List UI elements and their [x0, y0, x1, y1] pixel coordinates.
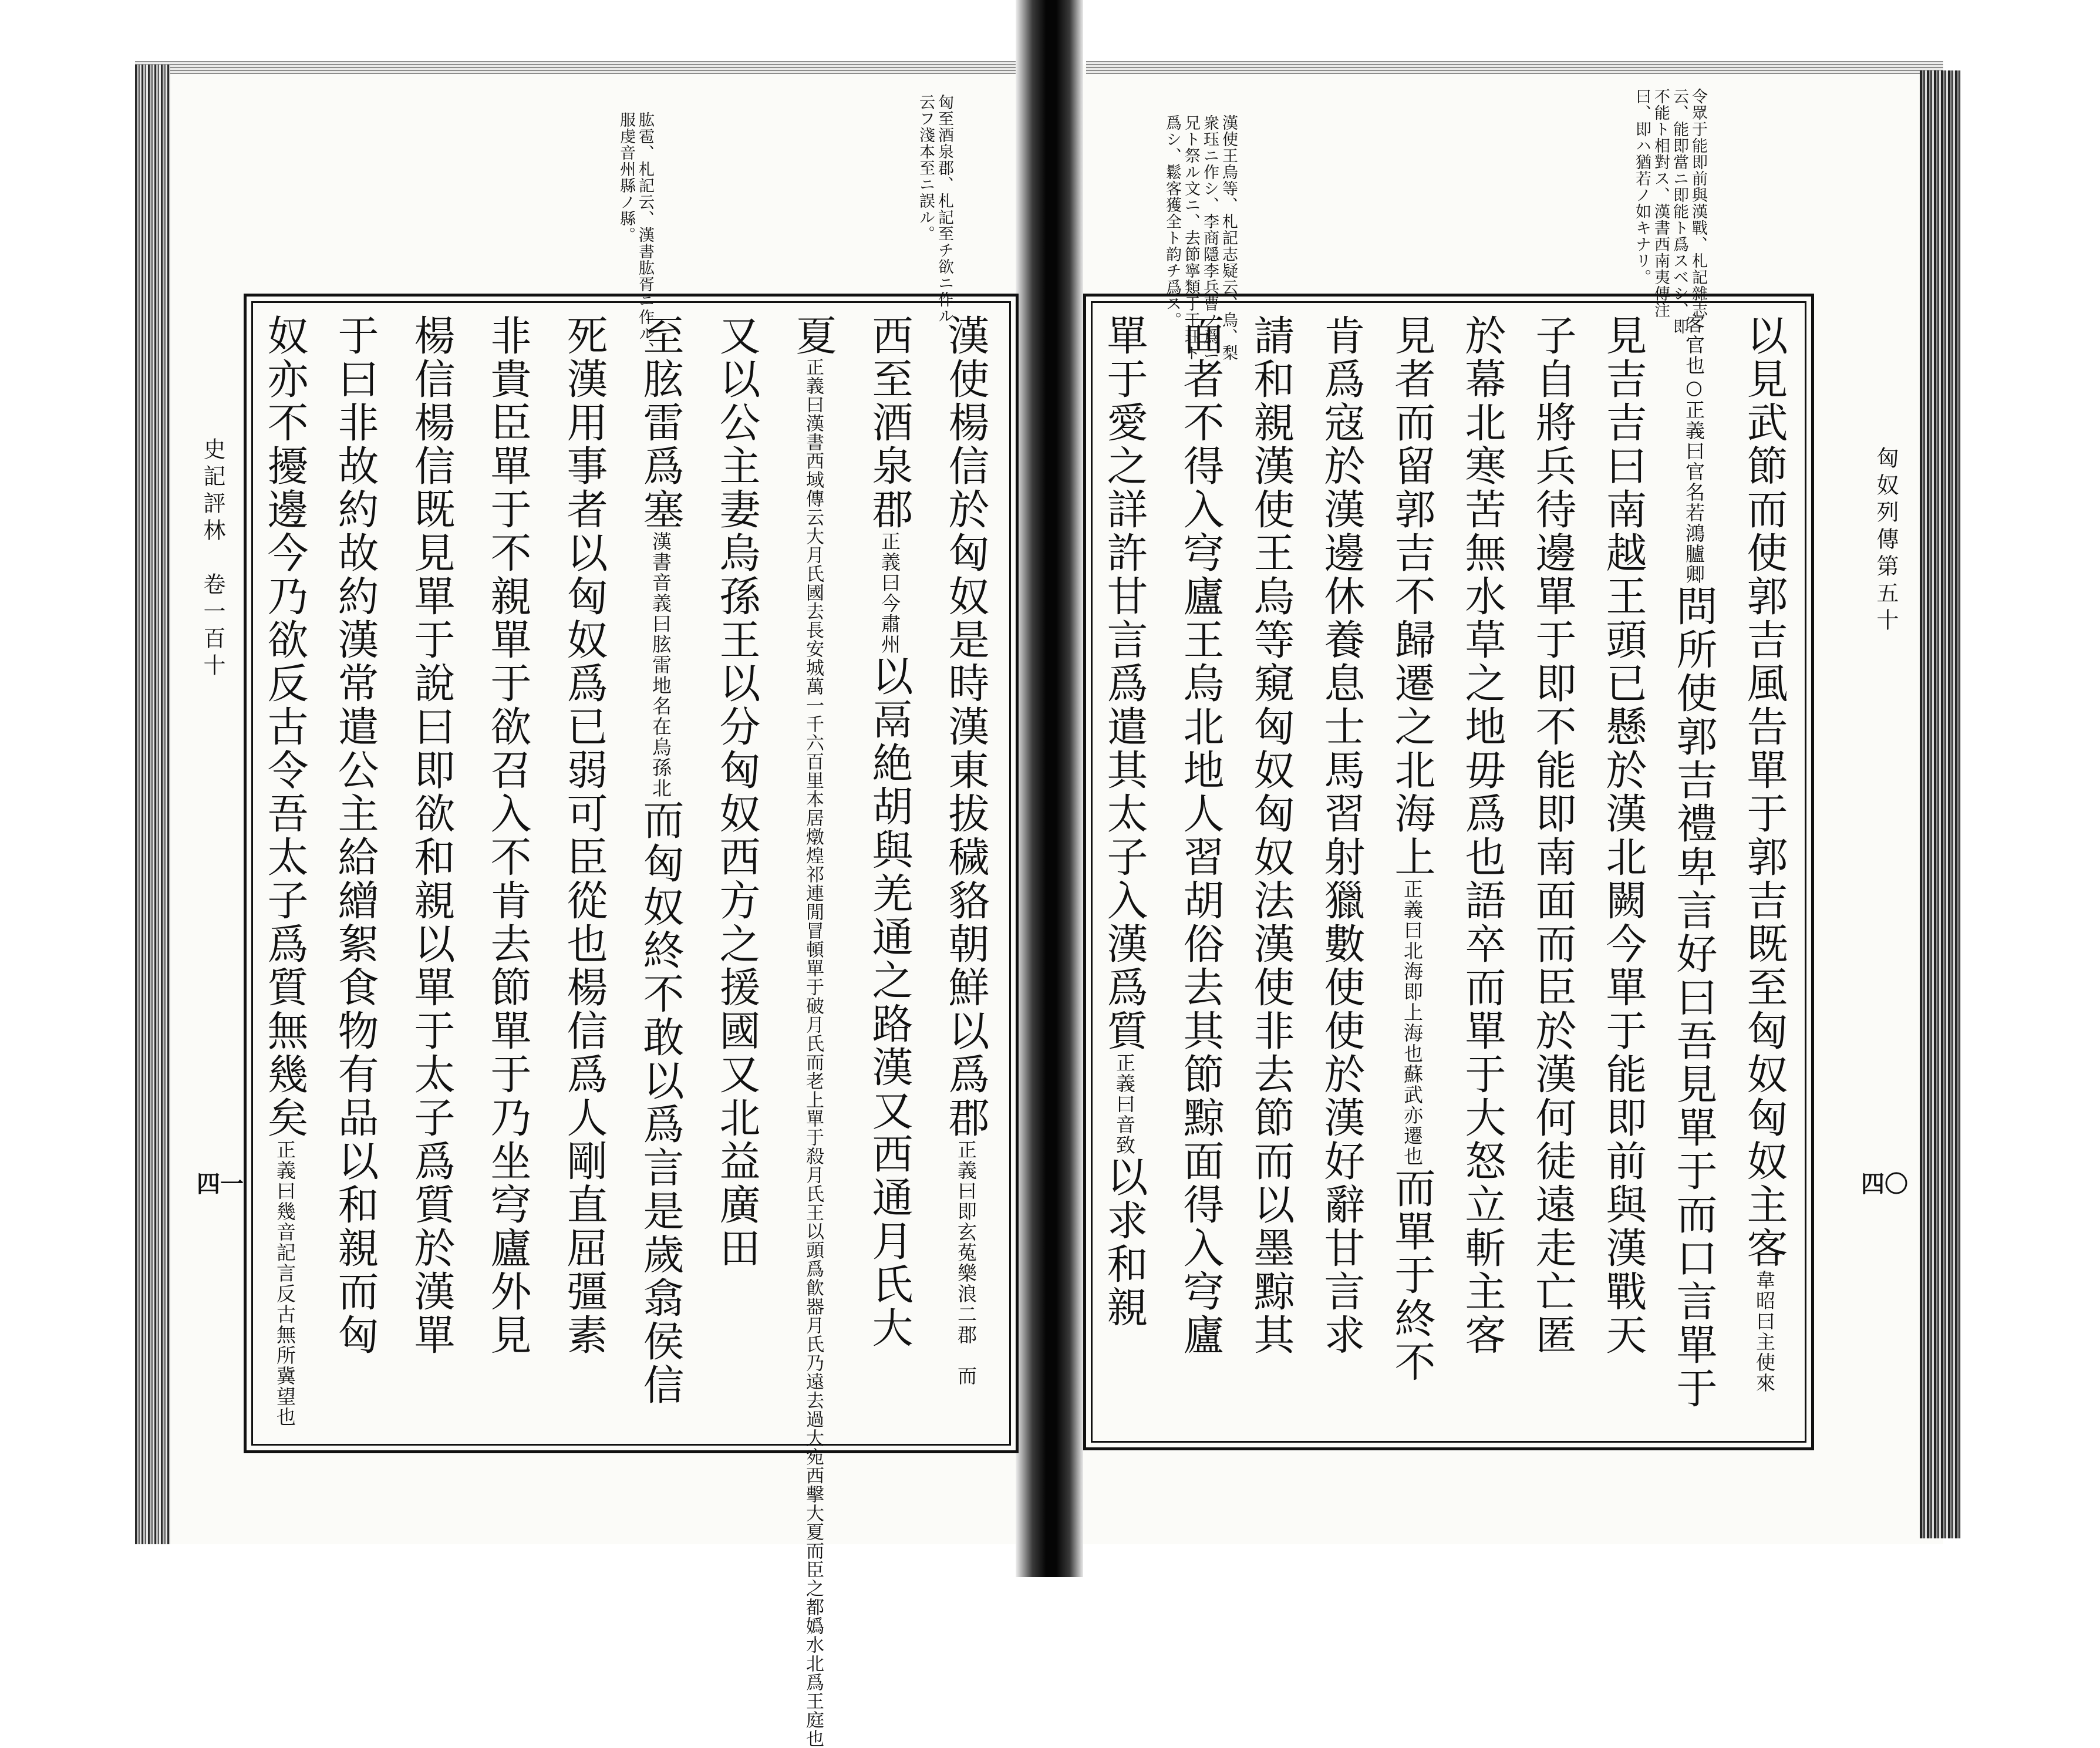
text-column — [865, 314, 914, 1430]
main-text: 子自將兵待邊單于即不能即南面而臣於漢何徒遠走亡匿 — [1529, 314, 1577, 1357]
main-text: 見吉吉曰南越王頭已懸於漢北闕今單于能即前與漢戰天 — [1599, 314, 1647, 1357]
text-column — [331, 314, 379, 1430]
main-text: 面者不得入穹廬王烏北地人習胡俗去其節黥面得入穹廬 — [1177, 314, 1225, 1357]
text-column — [1599, 314, 1647, 1430]
text-column — [1670, 314, 1718, 1430]
text-column — [484, 314, 532, 1430]
text-column — [1740, 314, 1788, 1430]
left-page-number: 四一 — [197, 1170, 244, 1198]
main-text: 請和親漢使王烏等窺匈奴匈奴法漢使非去節而以墨黥其 — [1247, 314, 1295, 1357]
right-running-title: 匈奴列傳第五十 — [1873, 446, 1899, 635]
text-column — [560, 314, 608, 1430]
text-column — [261, 314, 309, 1430]
main-text: 問所使郭吉禮卑言好曰吾見單于而口言單于 — [1670, 585, 1718, 1410]
main-text: 於幕北寒苦無水草之地毋爲也語卒而單于大怒立斬主客 — [1458, 314, 1506, 1357]
main-text: 于曰非故約故約漢常遣公主給繒絮食物有品以和親而匈 — [331, 314, 379, 1357]
main-text: 非貴臣單于不親單于欲召入不肯去節單于乃坐穹廬外見 — [484, 314, 532, 1357]
text-column — [407, 314, 456, 1430]
left-running-title: 史記評林 卷一百十 — [200, 437, 225, 681]
main-text: 奴亦不擾邊今乃欲反古令吾太子爲質無幾矣 — [261, 314, 309, 1140]
main-text: 以見武節而使郭吉風告單于郭吉既至匈奴匈奴主客 — [1740, 314, 1788, 1270]
main-text: 單于愛之詳許甘言爲遣其太子入漢爲質 — [1100, 314, 1148, 1053]
main-text: 見者而留郭吉不歸遷之北海上 — [1388, 314, 1436, 879]
text-column — [942, 314, 990, 1430]
left-head-note: 匈至酒泉郡、札記至チ欲ニ作ル、云フ淺本至ニ誤ル。 — [916, 94, 953, 341]
main-text: 而單于終不 — [1388, 1167, 1436, 1384]
commentary: 正義曰即玄菟樂浪二郡 而 — [955, 1140, 977, 1386]
main-text: 死漢用事者以匈奴爲已弱可臣從也楊信爲人剛直屈彊素 — [560, 314, 608, 1357]
main-text: 西至酒泉郡 — [865, 314, 914, 531]
right-page-top-edge — [1086, 61, 1943, 74]
commentary: 客官也○正義曰官名若鴻臚卿 — [1683, 314, 1705, 585]
main-text: 漢使楊信於匈奴是時漢東拔穢貉朝鮮以爲郡 — [942, 314, 990, 1140]
right-head-note: 漢使王烏等、札記志疑云、烏、梨衆珏ニ作シ、李商隱李兵曹ノ爲ニ兄ト祭ル文ニ、去節寧類于王珏ト爲シ、鬆客獲全ト韵チ爲ス。 — [1163, 114, 1238, 361]
text-column — [1177, 314, 1225, 1430]
left-page-top-edge — [135, 61, 1016, 74]
left-page-fore-edge — [135, 65, 170, 1544]
text-column — [789, 314, 837, 1748]
main-text: 又以公主妻烏孫王以分匈奴西方之援國又北益廣田 — [713, 314, 761, 1270]
text-column — [636, 314, 685, 1430]
commentary: 正義曰漢書西域傳云大月氏國去長安城萬一千六百里本居燉煌祁連閒冒頓單于破月氏而老上單于殺月氏王以頭爲飮器月氏乃遠去過大宛西擊大夏而臣之都嬀水北爲王庭也 — [803, 358, 824, 1748]
book-gutter — [1016, 0, 1083, 1577]
commentary: 正義曰幾音記言反古無所冀望也 — [274, 1140, 296, 1427]
text-column — [713, 314, 761, 1430]
right-head-note: 令眾于能即前與漢戰、札記雜志云、能即當ニ即能ト爲スベシ、即不能ト相對ス、漢書西南夷傳注曰、即ハ猶若ノ如キナリ。 — [1633, 88, 1707, 335]
commentary: 正義曰今肅州 — [878, 531, 901, 655]
main-text: 以求和親 — [1100, 1156, 1148, 1329]
right-page-fore-edge — [1920, 70, 1961, 1538]
text-column — [1529, 314, 1577, 1430]
text-column — [1100, 314, 1148, 1430]
left-head-note: 肱雹、札記云、漢書肱胥ニ作ル、服虔音州縣ノ縣。 — [617, 112, 654, 358]
commentary: 正義曰北海即上海也蘇武亦遷也 — [1401, 879, 1424, 1167]
text-column — [1317, 314, 1366, 1430]
main-text: 楊信楊信既見單于說曰即欲和親以單于太子爲質於漢單 — [407, 314, 456, 1357]
main-text: 至胘雷爲塞 — [636, 314, 685, 531]
commentary: 正義曰音致 — [1113, 1053, 1136, 1156]
main-text: 以鬲絶胡與羌通之路漢又西通月氏大 — [865, 655, 914, 1350]
commentary: 漢書音義曰胘雷地名在烏孫北 — [649, 531, 672, 799]
text-column — [1388, 314, 1436, 1430]
main-text: 肯爲寇於漢邊休養息士馬習射獵數使使於漢好辭甘言求 — [1317, 314, 1366, 1357]
text-column — [1458, 314, 1506, 1430]
right-page-number: 四〇 — [1861, 1170, 1908, 1198]
main-text: 而匈奴終不敢以爲言是歲翕侯信 — [636, 799, 685, 1407]
text-column — [1247, 314, 1295, 1430]
main-text: 夏 — [789, 314, 837, 358]
commentary: 韋昭曰主使來 — [1753, 1270, 1776, 1393]
